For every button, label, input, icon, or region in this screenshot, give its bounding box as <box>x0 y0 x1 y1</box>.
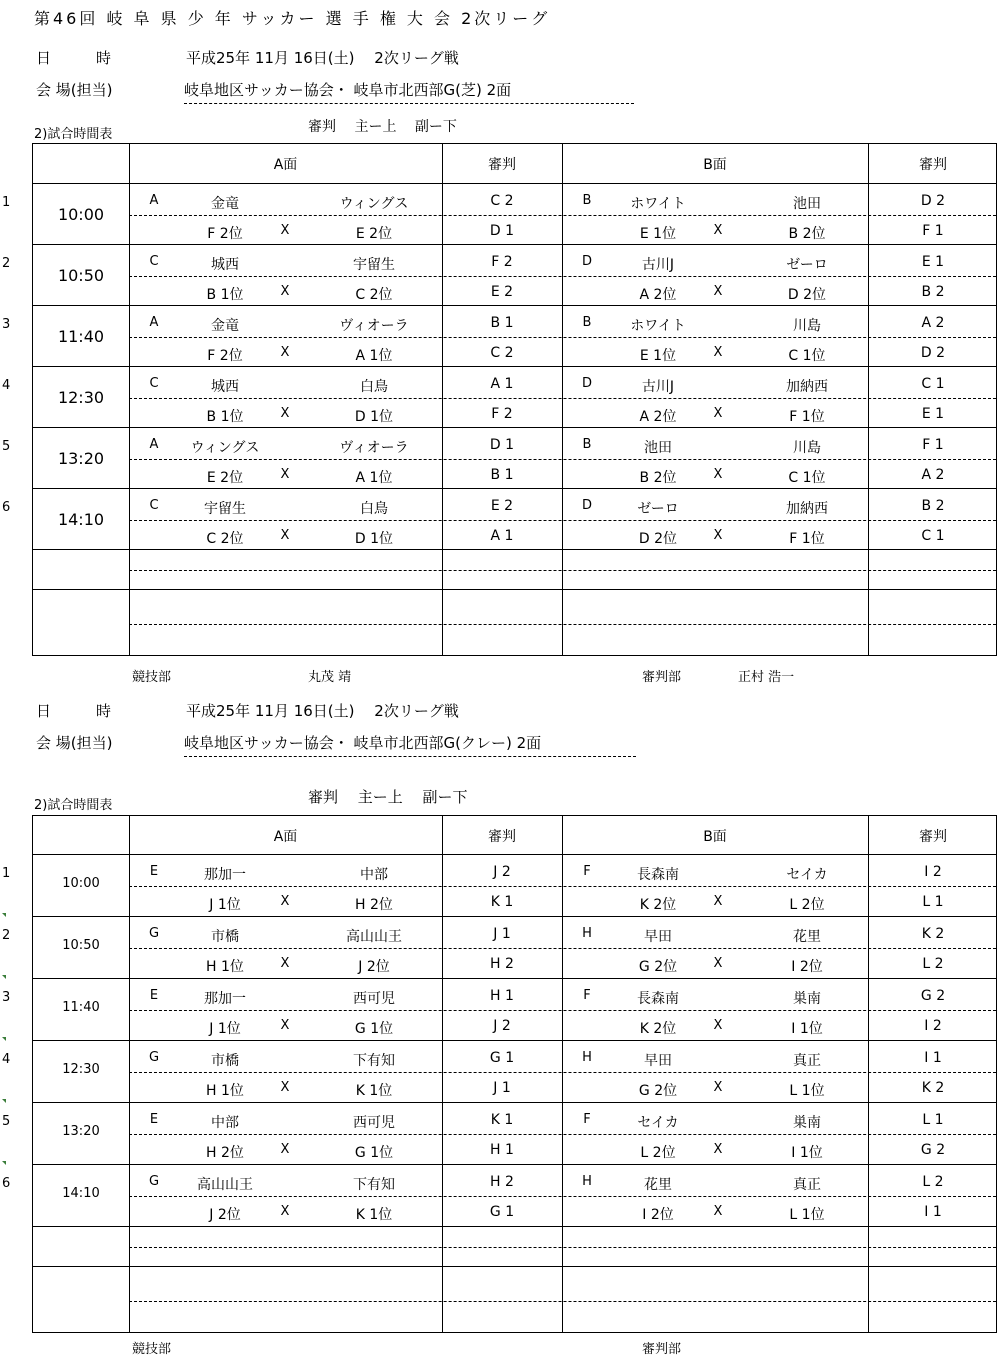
row-divider <box>33 549 996 550</box>
match-time: 14:10 <box>57 509 105 529</box>
vs-mark: X <box>713 344 723 360</box>
team-1: 市橋 <box>211 929 239 945</box>
group-letter: E <box>149 988 159 1003</box>
team-1: 早田 <box>644 929 672 945</box>
placement-2: H 2位 <box>355 897 393 913</box>
row-mid-divider <box>129 1010 996 1011</box>
row-mid-divider <box>129 459 996 460</box>
vs-mark: X <box>280 1204 290 1219</box>
match-time: 10:50 <box>62 938 100 953</box>
vs-mark: X <box>280 527 290 543</box>
vs-mark: X <box>280 344 290 360</box>
group-letter: F <box>583 1112 591 1127</box>
column-divider <box>129 816 130 1332</box>
team-1: 城西 <box>211 257 239 273</box>
vs-mark: X <box>713 222 723 238</box>
row-number: 2 <box>2 928 11 943</box>
team-1: 池田 <box>644 440 672 456</box>
column-divider <box>562 816 563 1332</box>
vs-mark: X <box>280 405 290 421</box>
schedule-table <box>32 815 997 1333</box>
vs-mark: X <box>280 894 290 909</box>
column-divider <box>562 144 563 655</box>
referee-main: C 1 <box>921 376 945 392</box>
referee-main: B 2 <box>921 498 945 514</box>
team-2: 池田 <box>793 196 821 212</box>
referee-sub: B 2 <box>921 283 945 300</box>
vs-mark: X <box>280 466 290 482</box>
team-2: 真正 <box>793 1177 821 1193</box>
placement-2: L 1位 <box>789 1207 825 1223</box>
match-time: 13:20 <box>62 1124 100 1139</box>
referee-note: 審判 主ー上 副ー下 <box>308 119 457 135</box>
vs-mark: X <box>713 527 723 543</box>
team-1: 市橋 <box>211 1053 239 1069</box>
row-divider <box>33 488 996 489</box>
placement-1: K 2位 <box>639 1021 677 1037</box>
placement-1: F 2位 <box>207 347 243 364</box>
placement-2: E 2位 <box>355 225 393 242</box>
placement-1: C 2位 <box>206 530 244 547</box>
vs-mark: X <box>280 283 290 299</box>
referee-main: E 1 <box>921 254 945 270</box>
team-1: 古川J <box>641 257 675 273</box>
vs-mark: X <box>713 1018 723 1033</box>
placement-2: A 1位 <box>355 469 393 486</box>
header-ref-a: 審判 <box>488 157 516 173</box>
referee-main: C 2 <box>490 193 514 209</box>
row-number: 1 <box>2 195 11 210</box>
row-divider <box>33 589 996 590</box>
placement-2: K 1位 <box>355 1083 393 1099</box>
referee-main: K 1 <box>490 1112 514 1128</box>
referee-main: A 2 <box>921 315 945 331</box>
group-letter: C <box>149 254 159 269</box>
row-mid-divider <box>129 1247 996 1248</box>
referee-note: 審判 主ー上 副ー下 <box>308 788 468 806</box>
team-2: 白鳥 <box>360 501 388 517</box>
referee-main: A 1 <box>490 376 514 392</box>
referee-sub: A 1 <box>490 527 514 544</box>
referee-sub: H 1 <box>490 1142 514 1158</box>
row-mid-divider <box>129 1134 996 1135</box>
referee-main: G 2 <box>920 988 946 1004</box>
referee-sub: I 2 <box>924 1018 942 1034</box>
team-2: 川島 <box>793 440 821 456</box>
header-court-a: A面 <box>273 829 298 845</box>
row-number: 1 <box>2 866 11 881</box>
vs-mark: X <box>280 1018 290 1033</box>
placement-2: C 1位 <box>788 469 826 486</box>
page-title: 第46回 岐 阜 県 少 年 サッカー 選 手 権 大 会 2次リーグ <box>34 9 551 28</box>
placement-2: D 1位 <box>354 408 394 425</box>
team-1: 長森南 <box>637 867 679 883</box>
placement-1: H 1位 <box>206 1083 244 1099</box>
footer-right-name: 正村 浩一 <box>738 670 795 685</box>
placement-2: C 2位 <box>355 286 393 303</box>
row-marker <box>2 913 6 917</box>
referee-sub: B 1 <box>490 466 514 483</box>
referee-sub: J 1 <box>493 1080 511 1096</box>
group-letter: G <box>148 1050 160 1065</box>
placement-2: L 1位 <box>789 1083 825 1099</box>
vs-mark: X <box>280 1080 290 1095</box>
team-1: ゼーロ <box>637 501 679 517</box>
team-1: 中部 <box>211 1115 239 1131</box>
match-time: 10:00 <box>62 876 100 891</box>
referee-sub: E 2 <box>490 283 514 300</box>
schedule-label: 2)試合時間表 <box>34 127 113 142</box>
placement-2: I 1位 <box>791 1145 823 1161</box>
group-letter: G <box>148 926 160 941</box>
team-1: 花里 <box>644 1177 672 1193</box>
row-marker <box>2 1099 6 1103</box>
header-ref-b: 審判 <box>919 829 947 845</box>
date-value: 平成25年 11月 16日(土) 2次リーグ戦 <box>186 702 459 720</box>
row-divider <box>33 1226 996 1227</box>
row-mid-divider <box>129 398 996 399</box>
column-divider <box>868 144 869 655</box>
group-letter: A <box>149 193 159 208</box>
referee-main: H 1 <box>490 988 514 1004</box>
match-time: 11:40 <box>57 326 105 346</box>
referee-main: F 2 <box>491 254 513 270</box>
group-letter: B <box>582 437 592 452</box>
row-number: 4 <box>2 1052 11 1067</box>
group-letter: E <box>149 864 159 879</box>
vs-mark: X <box>713 1080 723 1095</box>
group-letter: H <box>582 1050 592 1065</box>
row-number: 6 <box>2 1176 11 1191</box>
placement-1: E 1位 <box>639 225 677 242</box>
referee-sub: I 1 <box>924 1204 942 1220</box>
placement-2: L 2位 <box>789 897 825 913</box>
team-2: 真正 <box>793 1053 821 1069</box>
date-label: 日 時 <box>36 702 112 720</box>
placement-2: B 2位 <box>788 225 826 242</box>
group-letter: A <box>149 437 159 452</box>
group-letter: D <box>581 254 592 269</box>
footer-left-label: 競技部 <box>132 1342 172 1357</box>
team-2: ヴィオーラ <box>339 318 409 334</box>
placement-1: K 2位 <box>639 897 677 913</box>
referee-main: G 1 <box>489 1050 515 1066</box>
header-court-a: A面 <box>273 157 298 173</box>
placement-1: L 2位 <box>640 1145 676 1161</box>
vs-mark: X <box>280 1142 290 1157</box>
date-label: 日 時 <box>36 49 112 67</box>
header-divider <box>33 183 996 184</box>
header-ref-b: 審判 <box>919 157 947 173</box>
row-mid-divider <box>129 276 996 277</box>
row-divider <box>33 1164 996 1165</box>
row-mid-divider <box>129 337 996 338</box>
row-mid-divider <box>129 215 996 216</box>
team-2: 加納西 <box>786 501 828 517</box>
referee-sub: K 1 <box>490 894 514 910</box>
team-1: ホワイト <box>630 196 686 212</box>
placement-1: E 1位 <box>639 347 677 364</box>
referee-main: J 1 <box>493 926 511 942</box>
team-2: 加納西 <box>786 379 828 395</box>
row-number: 2 <box>2 256 11 271</box>
referee-main: L 1 <box>922 1112 944 1128</box>
vs-mark: X <box>713 894 723 909</box>
team-1: 宇留生 <box>204 501 246 517</box>
vs-mark: X <box>713 956 723 971</box>
placement-1: H 1位 <box>206 959 244 975</box>
placement-1: J 2位 <box>209 1207 241 1223</box>
referee-main: F 1 <box>922 437 944 453</box>
group-letter: G <box>148 1174 160 1189</box>
referee-sub: J 2 <box>493 1018 511 1034</box>
team-1: ホワイト <box>630 318 686 334</box>
placement-1: D 2位 <box>638 530 678 547</box>
referee-main: J 2 <box>493 864 511 880</box>
placement-1: F 2位 <box>207 225 243 242</box>
placement-2: A 1位 <box>355 347 393 364</box>
group-letter: B <box>582 315 592 330</box>
team-2: 下有知 <box>353 1053 395 1069</box>
vs-mark: X <box>280 222 290 238</box>
referee-main: E 2 <box>490 498 514 514</box>
referee-sub: E 1 <box>921 405 945 422</box>
referee-sub: G 1 <box>489 1204 515 1220</box>
placement-1: B 1位 <box>206 286 244 303</box>
referee-sub: C 1 <box>921 527 945 544</box>
match-time: 10:00 <box>57 204 105 224</box>
match-time: 13:20 <box>57 448 105 468</box>
group-letter: H <box>582 1174 592 1189</box>
group-letter: D <box>581 376 592 391</box>
referee-sub: F 1 <box>922 222 944 239</box>
placement-2: I 1位 <box>791 1021 823 1037</box>
referee-main: H 2 <box>490 1174 514 1190</box>
placement-1: H 2位 <box>206 1145 244 1161</box>
column-divider <box>129 144 130 655</box>
row-divider <box>33 978 996 979</box>
row-mid-divider <box>129 948 996 949</box>
placement-2: D 1位 <box>354 530 394 547</box>
team-2: 巣南 <box>793 1115 821 1131</box>
row-divider <box>33 244 996 245</box>
header-court-b: B面 <box>703 157 727 173</box>
team-2: 西可児 <box>353 1115 395 1131</box>
venue-label: 会 場(担当) <box>36 734 113 752</box>
placement-2: G 1位 <box>354 1145 394 1161</box>
footer-left-label: 競技部 <box>132 670 172 685</box>
row-number: 4 <box>2 378 11 393</box>
team-2: 高山山王 <box>346 929 402 945</box>
referee-sub: L 2 <box>922 956 944 972</box>
team-1: 金竜 <box>211 318 239 334</box>
footer-right-label: 審判部 <box>642 1342 682 1357</box>
row-mid-divider <box>129 1301 996 1302</box>
placement-1: E 2位 <box>206 469 244 486</box>
date-value: 平成25年 11月 16日(土) 2次リーグ戦 <box>186 49 459 67</box>
referee-sub: K 2 <box>921 1080 945 1096</box>
vs-mark: X <box>713 1142 723 1157</box>
row-divider <box>33 366 996 367</box>
row-number: 3 <box>2 990 11 1005</box>
referee-sub: G 2 <box>920 1142 946 1158</box>
vs-mark: X <box>713 1204 723 1219</box>
row-marker <box>2 975 6 979</box>
column-divider <box>442 144 443 655</box>
placement-1: J 1位 <box>209 897 241 913</box>
team-1: 城西 <box>211 379 239 395</box>
row-number: 6 <box>2 500 11 515</box>
venue-value: 岐阜地区サッカー協会・ 岐阜市北西部G(芝) 2面 <box>184 79 634 104</box>
venue-label: 会 場(担当) <box>36 81 113 99</box>
team-1: 古川J <box>641 379 675 395</box>
placement-2: J 2位 <box>358 959 390 975</box>
row-mid-divider <box>129 1196 996 1197</box>
referee-sub: A 2 <box>921 466 945 483</box>
venue-value: 岐阜地区サッカー協会・ 岐阜市北西部G(クレー) 2面 <box>184 732 636 757</box>
team-2: 宇留生 <box>353 257 395 273</box>
row-number: 5 <box>2 439 11 454</box>
vs-mark: X <box>713 283 723 299</box>
team-2: ウィングス <box>339 196 409 212</box>
referee-main: I 2 <box>924 864 942 880</box>
group-letter: D <box>581 498 592 513</box>
referee-main: L 2 <box>922 1174 944 1190</box>
team-2: 川島 <box>793 318 821 334</box>
referee-sub: F 2 <box>491 405 513 422</box>
row-divider <box>33 427 996 428</box>
team-1: 金竜 <box>211 196 239 212</box>
placement-2: G 1位 <box>354 1021 394 1037</box>
schedule-table <box>32 143 997 656</box>
referee-sub: C 2 <box>490 344 514 361</box>
header-ref-a: 審判 <box>488 829 516 845</box>
row-marker <box>2 1037 6 1041</box>
footer-left-name: 丸茂 靖 <box>308 670 352 685</box>
placement-1: A 2位 <box>639 286 677 303</box>
team-2: 巣南 <box>793 991 821 1007</box>
placement-2: D 2位 <box>787 286 827 303</box>
team-1: 那加一 <box>204 991 246 1007</box>
row-number: 5 <box>2 1114 11 1129</box>
row-marker <box>2 1161 6 1165</box>
placement-2: K 1位 <box>355 1207 393 1223</box>
placement-1: A 2位 <box>639 408 677 425</box>
match-time: 14:10 <box>62 1186 100 1201</box>
referee-main: I 1 <box>924 1050 942 1066</box>
match-time: 12:30 <box>57 387 105 407</box>
placement-2: F 1位 <box>789 530 825 547</box>
team-2: 西可児 <box>353 991 395 1007</box>
group-letter: A <box>149 315 159 330</box>
vs-mark: X <box>280 956 290 971</box>
team-2: セイカ <box>786 867 828 883</box>
row-divider <box>33 1040 996 1041</box>
team-1: 早田 <box>644 1053 672 1069</box>
group-letter: H <box>582 926 592 941</box>
group-letter: F <box>583 988 591 1003</box>
row-mid-divider <box>129 624 996 625</box>
placement-1: B 2位 <box>639 469 677 486</box>
referee-main: B 1 <box>490 315 514 331</box>
vs-mark: X <box>713 466 723 482</box>
row-divider <box>33 1266 996 1267</box>
referee-main: D 1 <box>489 437 515 453</box>
team-1: 長森南 <box>637 991 679 1007</box>
team-1: 那加一 <box>204 867 246 883</box>
referee-main: K 2 <box>921 926 945 942</box>
row-divider <box>33 916 996 917</box>
row-mid-divider <box>129 1072 996 1073</box>
placement-2: I 2位 <box>791 959 823 975</box>
group-letter: C <box>149 498 159 513</box>
referee-sub: L 1 <box>922 894 944 910</box>
referee-sub: D 1 <box>489 222 515 239</box>
team-1: 高山山王 <box>197 1177 253 1193</box>
group-letter: F <box>583 864 591 879</box>
header-court-b: B面 <box>703 829 727 845</box>
team-2: 花里 <box>793 929 821 945</box>
team-2: ゼーロ <box>786 257 828 273</box>
vs-mark: X <box>713 405 723 421</box>
group-letter: E <box>149 1112 159 1127</box>
row-mid-divider <box>129 520 996 521</box>
team-2: 白鳥 <box>360 379 388 395</box>
placement-2: C 1位 <box>788 347 826 364</box>
row-divider <box>33 1102 996 1103</box>
placement-1: J 1位 <box>209 1021 241 1037</box>
referee-sub: H 2 <box>490 956 514 972</box>
match-time: 10:50 <box>57 265 105 285</box>
team-2: ヴィオーラ <box>339 440 409 456</box>
placement-1: I 2位 <box>642 1207 674 1223</box>
header-divider <box>33 854 996 855</box>
row-mid-divider <box>129 570 996 571</box>
group-letter: B <box>582 193 592 208</box>
row-divider <box>33 305 996 306</box>
footer-right-label: 審判部 <box>642 670 682 685</box>
placement-1: G 2位 <box>638 1083 678 1099</box>
referee-sub: D 2 <box>920 344 946 361</box>
team-1: セイカ <box>637 1115 679 1131</box>
schedule-label: 2)試合時間表 <box>34 798 113 813</box>
referee-main: D 2 <box>920 193 946 209</box>
row-mid-divider <box>129 886 996 887</box>
team-2: 下有知 <box>353 1177 395 1193</box>
group-letter: C <box>149 376 159 391</box>
placement-1: B 1位 <box>206 408 244 425</box>
row-number: 3 <box>2 317 11 332</box>
team-1: ウィングス <box>190 440 260 456</box>
match-time: 12:30 <box>62 1062 100 1077</box>
match-time: 11:40 <box>62 1000 100 1015</box>
placement-1: G 2位 <box>638 959 678 975</box>
placement-2: F 1位 <box>789 408 825 425</box>
team-2: 中部 <box>360 867 388 883</box>
